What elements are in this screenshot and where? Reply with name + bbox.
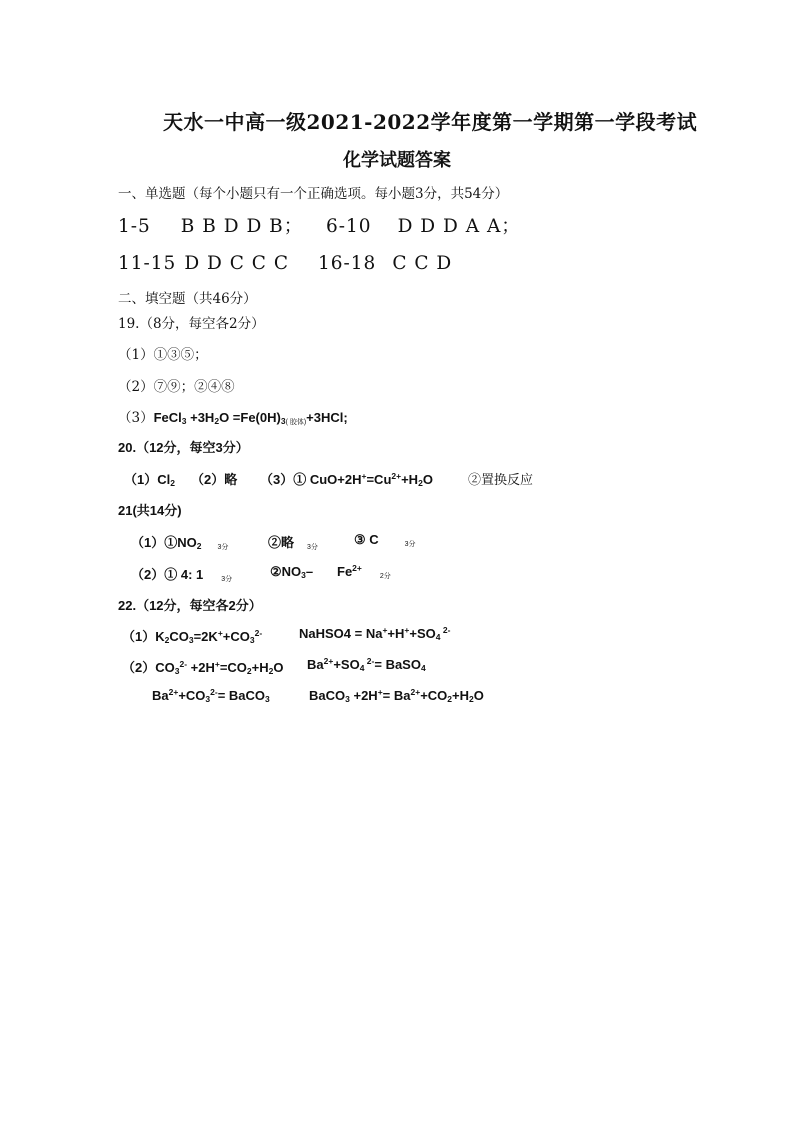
q22-eq-sup: 2+ (168, 687, 179, 697)
q22-eq-sub: 2 (246, 666, 252, 676)
section-heading-fill-in: 二、填空题（共46分） (118, 291, 257, 307)
q22-eq-text: CO (169, 629, 189, 644)
q21-no2-sub: 2 (196, 541, 202, 551)
q22-eq-sup: 2- (254, 628, 263, 638)
q20-cl-sub: 2 (170, 478, 175, 488)
q22-line-2a (122, 657, 284, 676)
q22-eq-sub: 3 (345, 694, 350, 704)
q21-score: 3分 (217, 544, 229, 551)
q22-eq-sub: 2 (469, 694, 474, 704)
q22-eq-text: Ba (152, 688, 169, 703)
q21-no3-text: ②NO (270, 564, 302, 579)
q20-eq-text: （3）① CuO+2H (260, 472, 362, 487)
q20-part-2: （2）略 (191, 472, 238, 487)
q22-eq-text: +CO (222, 629, 250, 644)
q22-eq-sub: 3 (174, 666, 180, 676)
q21-score: 3分 (404, 541, 416, 548)
page-subtitle: 化学试题答案 (343, 150, 451, 171)
answer-row-2 (118, 253, 289, 274)
q22-eq-sup: + (382, 625, 388, 635)
q22-eq-text: = Ba (382, 688, 411, 703)
q21-part-1c (354, 532, 416, 548)
q22-eq-text: =CO (219, 660, 247, 675)
q21-part-2c (337, 564, 391, 579)
q20-part-4: ②置换反应 (468, 472, 534, 487)
q22-heading: 22.（12分，每空各2分） (118, 598, 262, 613)
q20-heading: 20.（12分，每空3分） (118, 440, 249, 455)
range-16-18: 16-18 (318, 253, 377, 274)
q20-eq-sub: 2 (418, 478, 423, 488)
q21-part-1b (268, 532, 318, 551)
q21-lve-text: ②略 (268, 535, 295, 550)
q22-eq-text: +SO (409, 626, 436, 641)
q21-no2-text: （1）①NO (131, 535, 197, 550)
q22-eq-text: K (155, 629, 165, 644)
answers-11-15: D D C C C (184, 253, 289, 274)
q22-eq-text: +2H (187, 660, 215, 675)
q20-cl-text: （1）Cl (124, 472, 171, 487)
q22-eq-sub: 4 (420, 663, 426, 673)
q22-eq-text: +SO (333, 657, 360, 672)
q22-eq-text: Ba (307, 657, 324, 672)
q19-eq-sub: 3 (280, 416, 286, 426)
q19-colloid-note: ( 胶体) (285, 419, 307, 426)
q22-label: （1） (122, 629, 156, 644)
q19-part-1: （1）①③⑤； (118, 347, 208, 363)
q19-heading: 19.（8分，每空各2分） (118, 316, 265, 332)
q22-eq-text: +H (452, 688, 469, 703)
q20-eq-sup: + (361, 471, 367, 481)
q22-eq-sup: 2- (364, 656, 375, 666)
q21-ratio-text: （2）① 4: 1 (131, 567, 204, 582)
page-title: 天水一中高一级2021-2022学年度第一学期第一学段考试 (163, 110, 698, 134)
q22-eq-sub: 4 (435, 632, 441, 642)
q22-line-1b (299, 626, 450, 641)
q22-eq-text: +CO (420, 688, 448, 703)
q22-eq-text: BaCO (309, 688, 346, 703)
q19-eq-text: +3H (186, 410, 215, 425)
q22-eq-sub: 3 (188, 635, 194, 645)
q22-eq-text: +H (387, 626, 405, 641)
answers-16-18: C C D (392, 253, 453, 274)
q22-eq-text: CO (155, 660, 175, 675)
q21-score: 3分 (221, 576, 233, 583)
q22-eq-text: +H (251, 660, 269, 675)
q21-no3-charge: – (305, 564, 314, 579)
q22-eq-sub: 2 (447, 694, 453, 704)
q20-part-1 (124, 469, 175, 488)
q21-fe-text: Fe (337, 564, 353, 579)
q20-part-3 (260, 469, 433, 488)
q20-eq-text: O (422, 472, 433, 487)
q21-part-1a (131, 532, 228, 551)
answer-row-2b (318, 253, 452, 274)
q22-eq-text: O (273, 660, 284, 675)
q21-part-2b (270, 564, 313, 580)
q22-eq-text: = BaCO (217, 688, 266, 703)
q22-eq-text: +2H (349, 688, 378, 703)
q20-eq-text: +H (401, 472, 419, 487)
answer-row-1b (326, 212, 521, 238)
q22-eq-sub: 4 (359, 663, 365, 673)
q22-eq-sup: + (214, 659, 220, 669)
q19-eq-text: O =Fe(0H) (219, 410, 281, 425)
q20-eq-text: =Cu (366, 472, 392, 487)
q22-label: （2） (122, 660, 156, 675)
q22-eq-sup: 2- (179, 659, 188, 669)
q22-eq-text: = BaSO (374, 657, 421, 672)
q21-fe-sup: 2+ (352, 563, 362, 573)
q21-no3-sub: 3 (301, 570, 306, 580)
q22-eq-sup: + (377, 687, 383, 697)
q19-part-2: （2）⑦⑨；②④⑧ (118, 379, 235, 395)
q22-eq-text: NaHSO4 = Na (299, 626, 383, 641)
q19-eq-text: FeCl (153, 410, 182, 425)
q22-eq-sup: + (217, 628, 223, 638)
q21-score: 3分 (307, 544, 318, 551)
q22-eq-sup: 2- (210, 687, 218, 697)
answers-1-5: B B D D B； (180, 216, 304, 237)
q19-eq-text: +3HCl; (306, 410, 348, 425)
q22-eq-sub: 2 (268, 666, 274, 676)
answer-row-1 (118, 212, 303, 238)
q20-eq-sup: 2+ (391, 471, 402, 481)
q19-part-3 (118, 406, 348, 426)
q21-c-text: ③ C (354, 532, 379, 547)
q19-eq-sub: 2 (214, 416, 220, 426)
q21-heading: 21(共14分) (118, 503, 182, 518)
q22-eq-sup: 2+ (323, 656, 334, 666)
q22-eq-sub: 3 (249, 635, 255, 645)
q22-eq-sub: 3 (265, 694, 270, 704)
q22-eq-text: =2K (193, 629, 218, 644)
q22-eq-text: +CO (178, 688, 206, 703)
q21-score: 2分 (379, 573, 391, 580)
q19-eq-sub: 3 (181, 416, 187, 426)
q22-line-3a (152, 688, 270, 703)
q22-line-2b (307, 657, 426, 672)
q22-eq-sup: 2- (440, 625, 451, 635)
q22-eq-text: O (473, 688, 484, 703)
range-11-15: 11-15 (118, 253, 177, 274)
range-6-10: 6-10 (326, 216, 372, 237)
q21-part-2a (131, 564, 232, 583)
q19-part-3-label: （3） (118, 410, 154, 426)
q22-line-1a (122, 626, 262, 645)
q22-eq-sub: 2 (164, 635, 170, 645)
q22-eq-sup: + (404, 625, 410, 635)
q22-eq-sup: 2+ (410, 687, 421, 697)
section-heading-single-choice: 一、单选题（每个小题只有一个正确选项。每小题3分，共54分） (118, 186, 509, 202)
range-1-5: 1-5 (118, 216, 151, 237)
q22-eq-sub: 3 (205, 694, 211, 704)
q22-line-3b (309, 688, 484, 703)
answers-6-10: D D D A A； (397, 216, 521, 237)
